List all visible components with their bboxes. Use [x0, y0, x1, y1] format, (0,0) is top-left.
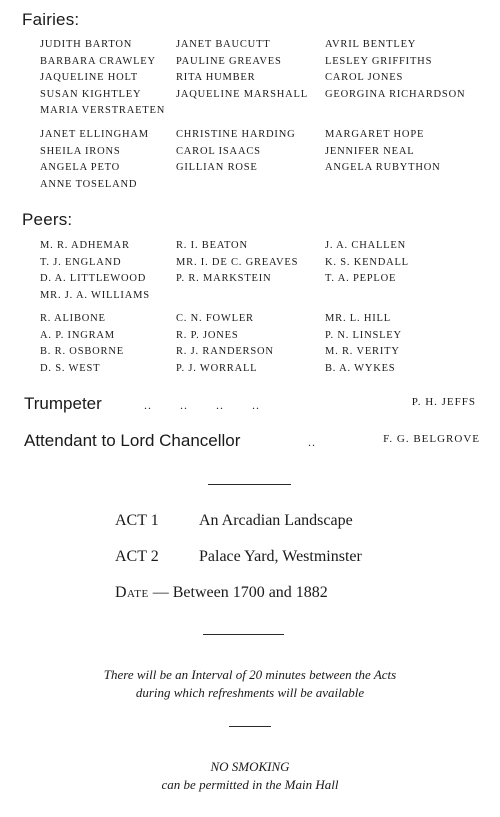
divider-rule	[203, 634, 284, 635]
date-text: — Between 1700 and 1882	[152, 584, 328, 601]
peers-group2-column1	[40, 311, 124, 377]
divider-rule	[208, 484, 291, 485]
peer-name: M. R. VERITY	[325, 346, 400, 357]
act1-setting: An Arcadian Landscape	[199, 512, 353, 529]
peer-name: T. J. ENGLAND	[40, 256, 122, 268]
fairy-name: MARGARET HOPE	[325, 129, 425, 140]
fairy-name: RITA HUMBER	[176, 72, 256, 83]
peers-group1-column1	[40, 238, 150, 304]
fairy-name: JENNIFER NEAL	[325, 145, 415, 157]
peer-name: R. ALIBONE	[40, 313, 106, 324]
trumpeter-row	[24, 394, 480, 416]
fairies-group1-column2	[176, 37, 308, 103]
fairies-heading: Fairies:	[22, 10, 80, 29]
peer-name: J. A. CHALLEN	[325, 240, 406, 251]
peer-name: P. J. WORRALL	[176, 362, 258, 374]
peers-heading: Peers:	[22, 210, 73, 229]
act2-label: ACT 2	[115, 548, 159, 565]
fairy-name: SUSAN KIGHTLEY	[40, 88, 142, 100]
date-line	[115, 584, 328, 602]
peers-group2-column2	[176, 311, 274, 377]
leader-dots: ..	[308, 435, 316, 449]
act2-line	[115, 548, 362, 566]
fairy-name: MARIA VERSTRAETEN	[40, 105, 166, 116]
peer-name: P. R. MARKSTEIN	[176, 273, 272, 284]
smoking-notice-line: can be permitted in the Main Hall	[161, 777, 339, 792]
fairies-group2-column2	[176, 127, 295, 177]
attendant-label: Attendant to Lord Chancellor	[24, 431, 241, 450]
peer-name: MR. L. HILL	[325, 313, 391, 324]
fairy-name: ANGELA PETO	[40, 162, 121, 173]
trumpeter-label: Trumpeter	[24, 394, 102, 413]
act2-setting: Palace Yard, Westminster	[199, 548, 362, 565]
peer-name: K. S. KENDALL	[325, 256, 409, 268]
leader-dots: .. .. .. ..	[144, 398, 260, 412]
fairy-name: SHEILA IRONS	[40, 145, 121, 157]
peer-name: M. R. ADHEMAR	[40, 240, 130, 251]
peers-group1-column2	[176, 238, 298, 288]
smoking-notice	[0, 758, 500, 794]
fairy-name: ANNE TOSELAND	[40, 178, 138, 190]
peer-name: MR. I. DE C. GREAVES	[176, 256, 299, 268]
peer-name: D. S. WEST	[40, 362, 101, 374]
fairy-name: AVRIL BENTLEY	[325, 39, 417, 50]
fairy-name: CAROL ISAACS	[176, 145, 261, 157]
fairy-name: ANGELA RUBYTHON	[325, 162, 441, 173]
peer-name: MR. J. A. WILLIAMS	[40, 289, 150, 301]
act1-line	[115, 512, 353, 530]
fairy-name: JAQUELINE HOLT	[40, 72, 139, 83]
interval-notice	[0, 666, 500, 702]
interval-notice-line: during which refreshments will be available	[135, 685, 365, 700]
fairy-name: CHRISTINE HARDING	[176, 129, 296, 140]
peers-group1-column3	[325, 238, 409, 288]
peer-name: D. A. LITTLEWOOD	[40, 273, 147, 284]
fairy-name: JAQUELINE MARSHALL	[176, 88, 308, 100]
fairy-name: JANET ELLINGHAM	[40, 129, 149, 140]
attendant-row	[24, 431, 480, 453]
peer-name: R. P. JONES	[176, 329, 239, 341]
interval-notice-line: There will be an Interval of 20 minutes between the Acts	[103, 667, 397, 682]
fairy-name: PAULINE GREAVES	[176, 55, 282, 67]
fairy-name: JANET BAUCUTT	[176, 39, 271, 50]
smoking-notice-line: NO SMOKING	[210, 759, 290, 774]
fairy-name: GEORGINA RICHARDSON	[325, 88, 466, 100]
attendant-name: F. G. BELGROVE	[383, 433, 480, 445]
fairy-name: GILLIAN ROSE	[176, 162, 258, 173]
trumpeter-name: P. H. JEFFS	[411, 396, 476, 408]
peer-name: B. A. WYKES	[325, 362, 396, 374]
fairy-name: CAROL JONES	[325, 72, 404, 83]
peer-name: B. R. OSBORNE	[40, 346, 124, 357]
peer-name: C. N. FOWLER	[176, 313, 254, 324]
fairies-group2-column1	[40, 127, 149, 193]
fairies-group1-column1	[40, 37, 165, 120]
peer-name: R. I. BEATON	[176, 240, 248, 251]
peer-name: A. P. INGRAM	[40, 329, 115, 341]
divider-rule	[229, 726, 271, 727]
date-label: Date	[115, 584, 149, 601]
fairies-group1-column3	[325, 37, 465, 103]
fairy-name: JUDITH BARTON	[40, 39, 133, 50]
fairy-name: LESLEY GRIFFITHS	[325, 55, 433, 67]
peer-name: R. J. RANDERSON	[176, 346, 274, 357]
peer-name: T. A. PEPLOE	[325, 273, 397, 284]
act1-label: ACT 1	[115, 512, 159, 529]
peer-name: P. N. LINSLEY	[325, 329, 402, 341]
fairy-name: BARBARA CRAWLEY	[40, 55, 156, 67]
fairies-group2-column3	[325, 127, 441, 177]
peers-group2-column3	[325, 311, 402, 377]
